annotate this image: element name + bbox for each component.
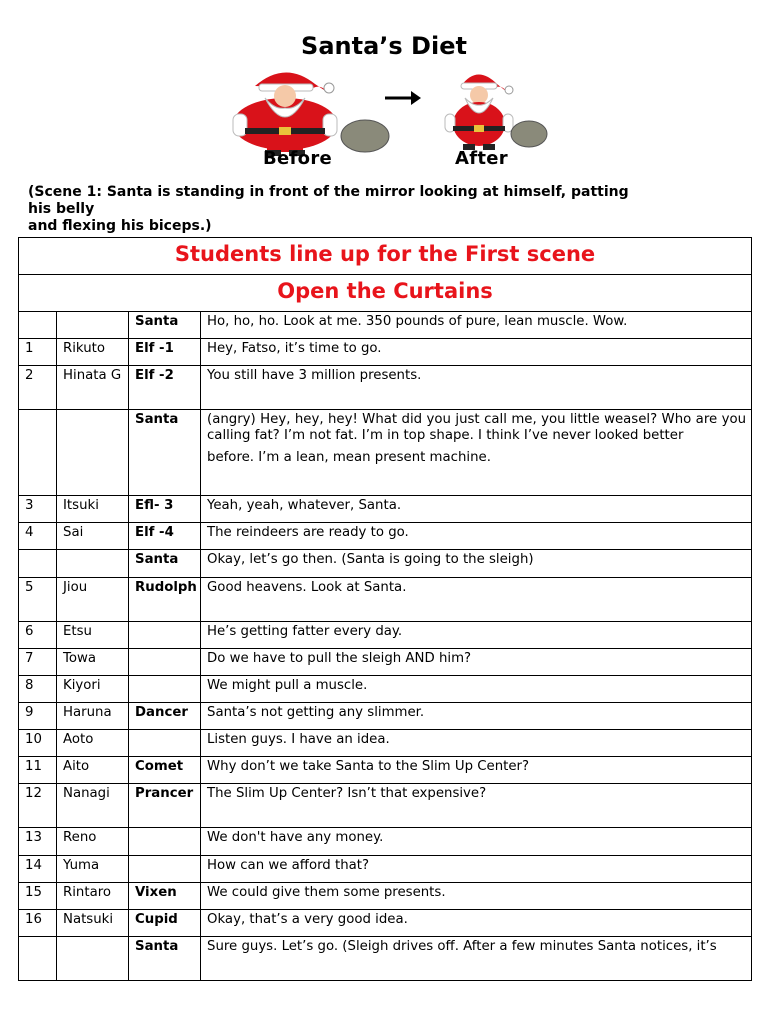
dialogue-line-text: The reindeers are ready to go. xyxy=(207,525,409,540)
character-name-text: Vixen xyxy=(135,885,177,900)
student-name-text: Sai xyxy=(63,525,84,540)
student-name-text: Natsuki xyxy=(63,912,114,927)
dialogue-line-text: We don't have any money. xyxy=(207,830,384,845)
dialogue-line-text: Ho, ho, ho. Look at me. 350 pounds of pure, lean muscle. Wow. xyxy=(207,314,628,329)
dialogue-line xyxy=(201,784,752,828)
dialogue-line xyxy=(201,937,752,981)
row-number-text: 1 xyxy=(25,341,34,356)
row-number xyxy=(19,910,57,937)
character-name xyxy=(129,676,201,703)
student-name-text: Kiyori xyxy=(63,678,101,693)
after-caption: After xyxy=(455,148,508,169)
santa-thin-icon xyxy=(439,66,549,156)
table-row xyxy=(19,676,752,703)
student-name xyxy=(57,496,129,523)
character-name xyxy=(129,910,201,937)
dialogue-line xyxy=(201,410,752,496)
table-row xyxy=(19,366,752,410)
character-name-text: Santa xyxy=(135,412,179,427)
dialogue-line-text: Sure guys. Let’s go. (Sleigh drives off. After a few minutes Santa notices, it’s xyxy=(207,939,717,954)
student-name-text: Yuma xyxy=(63,858,100,873)
student-name xyxy=(57,523,129,550)
row-number xyxy=(19,339,57,366)
dialogue-line xyxy=(201,523,752,550)
dialogue-line xyxy=(201,312,752,339)
table-row xyxy=(19,523,752,550)
dialogue-line xyxy=(201,550,752,578)
dialogue-line xyxy=(201,496,752,523)
student-name xyxy=(57,937,129,981)
student-name xyxy=(57,339,129,366)
character-name xyxy=(129,410,201,496)
scene-direction-line: (Scene 1: Santa is standing in front of the mirror looking at himself, patting xyxy=(28,184,629,200)
student-name-text: Jiou xyxy=(63,580,88,595)
student-name xyxy=(57,410,129,496)
dialogue-line xyxy=(201,910,752,937)
character-name-text: Prancer xyxy=(135,786,194,801)
row-number xyxy=(19,828,57,856)
dialogue-line xyxy=(201,339,752,366)
row-number xyxy=(19,523,57,550)
row-number xyxy=(19,410,57,496)
character-name-text: Santa xyxy=(135,939,179,954)
dialogue-line-text: Hey, Fatso, it’s time to go. xyxy=(207,341,382,356)
row-number-text: 2 xyxy=(25,368,34,383)
row-number-text: 5 xyxy=(25,580,34,595)
scene-direction-line: his belly xyxy=(28,201,95,217)
page-title: Santa’s Diet xyxy=(301,32,467,60)
character-name xyxy=(129,550,201,578)
row-number-text: 3 xyxy=(25,498,34,513)
row-number-text: 14 xyxy=(25,858,42,873)
character-name xyxy=(129,757,201,784)
character-name xyxy=(129,828,201,856)
row-number xyxy=(19,649,57,676)
character-name xyxy=(129,649,201,676)
dialogue-line xyxy=(201,757,752,784)
table-row xyxy=(19,578,752,622)
row-number xyxy=(19,622,57,649)
dialogue-line-text: How can we afford that? xyxy=(207,858,370,873)
dialogue-line xyxy=(201,366,752,410)
row-number xyxy=(19,730,57,757)
table-row xyxy=(19,730,752,757)
row-number xyxy=(19,676,57,703)
character-name xyxy=(129,937,201,981)
table-row xyxy=(19,828,752,856)
section-header: Students line up for the First scene xyxy=(19,238,752,275)
row-number-text: 11 xyxy=(25,759,42,774)
character-name xyxy=(129,703,201,730)
dialogue-line-text: Good heavens. Look at Santa. xyxy=(207,580,407,595)
student-name xyxy=(57,622,129,649)
section-header: Open the Curtains xyxy=(19,275,752,312)
character-name xyxy=(129,730,201,757)
before-caption: Before xyxy=(263,148,333,169)
row-number-text: 9 xyxy=(25,705,34,720)
table-row xyxy=(19,856,752,883)
student-name xyxy=(57,366,129,410)
dialogue-line-text: He’s getting fatter every day. xyxy=(207,624,403,639)
scene-direction xyxy=(28,184,728,235)
character-name xyxy=(129,339,201,366)
character-name-text: Santa xyxy=(135,314,179,329)
dialogue-line-continuation: before. I’m a lean, mean present machine. xyxy=(207,450,491,465)
student-name-text: Aito xyxy=(63,759,90,774)
student-name xyxy=(57,676,129,703)
table-row xyxy=(19,910,752,937)
dialogue-line-text: (angry) Hey, hey, hey! What did you just call me, you little weasel? Who are you calling fat? I’m not fat. I’m in top shape. I think I’ve never looked better xyxy=(207,412,747,443)
character-name xyxy=(129,366,201,410)
dialogue-line-text: We might pull a muscle. xyxy=(207,678,368,693)
character-name-text: Dancer xyxy=(135,705,188,720)
character-name xyxy=(129,496,201,523)
dialogue-line-text: Listen guys. I have an idea. xyxy=(207,732,390,747)
character-name xyxy=(129,622,201,649)
table-row xyxy=(19,339,752,366)
character-name xyxy=(129,523,201,550)
row-number-text: 15 xyxy=(25,885,42,900)
dialogue-line xyxy=(201,703,752,730)
row-number xyxy=(19,883,57,910)
dialogue-line-text: We could give them some presents. xyxy=(207,885,446,900)
student-name-text: Towa xyxy=(63,651,97,666)
table-row xyxy=(19,622,752,649)
row-number xyxy=(19,550,57,578)
student-name xyxy=(57,757,129,784)
character-name-text: Elf -4 xyxy=(135,525,174,540)
row-number-text: 16 xyxy=(25,912,42,927)
dialogue-line-text: You still have 3 million presents. xyxy=(207,368,422,383)
table-row xyxy=(19,937,752,981)
character-name xyxy=(129,856,201,883)
dialogue-line-text: Do we have to pull the sleigh AND him? xyxy=(207,651,472,666)
arrow-right-icon xyxy=(383,88,423,108)
row-number-text: 13 xyxy=(25,830,42,845)
student-name-text: Nanagi xyxy=(63,786,110,801)
dialogue-line-text: Okay, let’s go then. (Santa is going to the sleigh) xyxy=(207,552,534,567)
student-name xyxy=(57,312,129,339)
student-name xyxy=(57,550,129,578)
character-name-text: Comet xyxy=(135,759,184,774)
student-name-text: Itsuki xyxy=(63,498,99,513)
dialogue-line xyxy=(201,828,752,856)
character-name-text: Elf -1 xyxy=(135,341,174,356)
table-row xyxy=(19,410,752,496)
row-number xyxy=(19,366,57,410)
row-number-text: 10 xyxy=(25,732,42,747)
student-name xyxy=(57,703,129,730)
student-name-text: Hinata G xyxy=(63,368,122,383)
row-number-text: 7 xyxy=(25,651,34,666)
student-name-text: Haruna xyxy=(63,705,112,720)
character-name-text: Santa xyxy=(135,552,179,567)
row-number xyxy=(19,703,57,730)
character-name xyxy=(129,312,201,339)
student-name xyxy=(57,578,129,622)
row-number xyxy=(19,784,57,828)
table-row xyxy=(19,649,752,676)
student-name-text: Reno xyxy=(63,830,97,845)
dialogue-line xyxy=(201,856,752,883)
scene-direction-line: and flexing his biceps.) xyxy=(28,218,212,234)
row-number-text: 6 xyxy=(25,624,34,639)
dialogue-line-text: Santa’s not getting any slimmer. xyxy=(207,705,425,720)
table-row xyxy=(19,703,752,730)
student-name-text: Etsu xyxy=(63,624,92,639)
script-table xyxy=(18,237,752,981)
row-number xyxy=(19,856,57,883)
character-name-text: Cupid xyxy=(135,912,178,927)
character-name-text: Rudolph xyxy=(135,580,197,595)
row-number-text: 8 xyxy=(25,678,34,693)
table-row xyxy=(19,550,752,578)
table-row xyxy=(19,496,752,523)
dialogue-line xyxy=(201,676,752,703)
row-number xyxy=(19,757,57,784)
row-number xyxy=(19,578,57,622)
student-name xyxy=(57,856,129,883)
table-row xyxy=(19,883,752,910)
student-name-text: Rikuto xyxy=(63,341,106,356)
character-name-text: Efl- 3 xyxy=(135,498,174,513)
character-name xyxy=(129,883,201,910)
character-name-text: Elf -2 xyxy=(135,368,174,383)
row-number xyxy=(19,312,57,339)
dialogue-line xyxy=(201,730,752,757)
student-name xyxy=(57,910,129,937)
student-name-text: Aoto xyxy=(63,732,94,747)
dialogue-line-text: Okay, that’s a very good idea. xyxy=(207,912,408,927)
student-name xyxy=(57,784,129,828)
row-number-text: 12 xyxy=(25,786,42,801)
dialogue-line-text: Why don’t we take Santa to the Slim Up Center? xyxy=(207,759,530,774)
dialogue-line xyxy=(201,622,752,649)
dialogue-line xyxy=(201,649,752,676)
dialogue-line xyxy=(201,578,752,622)
student-name xyxy=(57,730,129,757)
character-name xyxy=(129,578,201,622)
dialogue-line-text: The Slim Up Center? Isn’t that expensive? xyxy=(207,786,487,801)
row-number xyxy=(19,937,57,981)
row-number xyxy=(19,496,57,523)
table-row xyxy=(19,784,752,828)
student-name xyxy=(57,883,129,910)
dialogue-line xyxy=(201,883,752,910)
dialogue-line-text: Yeah, yeah, whatever, Santa. xyxy=(207,498,402,513)
student-name xyxy=(57,649,129,676)
row-number-text: 4 xyxy=(25,525,34,540)
student-name xyxy=(57,828,129,856)
character-name xyxy=(129,784,201,828)
table-row xyxy=(19,757,752,784)
student-name-text: Rintaro xyxy=(63,885,112,900)
table-row xyxy=(19,312,752,339)
